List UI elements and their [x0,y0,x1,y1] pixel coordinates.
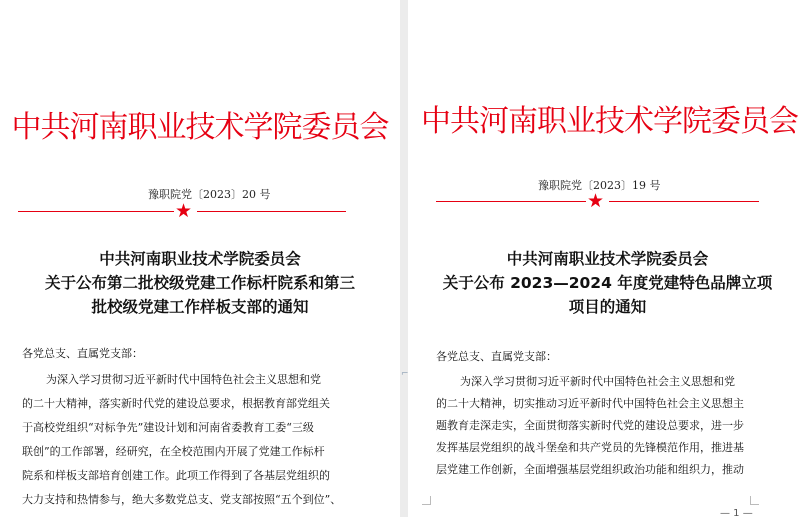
body-line: 的二十大精神，切实推动习近平新时代中国特色社会主义思想主 [436,397,744,410]
red-header-title: 中共河南职业技术学院委员会 [421,104,798,139]
body-line: 发挥基层党组织的战斗堡垒和共产党员的先锋模范作用，推进基 [436,441,744,454]
title-line: 项目的通知 [568,298,647,316]
body-line: 层党建工作创新，全面增强基层党组织政治功能和组织力，推动 [436,463,744,476]
document-number: 豫职院党〔2023〕20 号 [148,188,271,201]
body-line: 题教育走深走实，全面贯彻落实新时代党的建设总要求，进一步 [436,419,744,432]
body-line: 的二十大精神，落实新时代党的建设总要求，根据教育部党组关 [22,397,330,410]
red-header-title: 中共河南职业技术学院委员会 [11,110,389,145]
title-line: 关于公布第二批校级党建工作标杆院系和第三 [44,274,355,292]
salutation: 各党总支、直属党支部： [436,350,557,363]
red-rule-right [197,211,346,212]
title-line: 关于公布 2023—2024 年度党建特色品牌立项 [442,274,773,292]
title-line: 批校级党建工作样板支部的通知 [91,298,309,316]
body-line: 联创”的工作部署，经研究，在全校范围内开展了党建工作标杆 [22,445,325,458]
notice-title [0,247,400,319]
margin-corner-mark [750,496,759,505]
margin-corner-mark [422,496,431,505]
red-rule-left [18,211,174,212]
paragraph-anchor-icon: ⌐ [401,369,409,379]
star-icon: ★ [175,200,193,222]
red-rule-left [436,201,586,202]
body-line: 院系和样板支部培育创建工作。此项工作得到了各基层党组织的 [22,469,330,482]
star-icon: ★ [587,190,605,212]
body-line: 于高校党组织“对标争先”建设计划和河南省委教育工委“三级 [22,421,314,434]
notice-title [408,247,809,319]
body-line: 大力支持和热情参与，绝大多数党总支、党支部按照“五个到位”、 [22,493,342,506]
red-rule-right [609,201,759,202]
document-number: 豫职院党〔2023〕19 号 [538,179,661,192]
document-page-left [0,0,400,517]
body-line: 为深入学习贯彻习近平新时代中国特色社会主义思想和党 [460,375,735,388]
document-page-right [408,0,811,517]
salutation: 各党总支、直属党支部： [22,347,143,360]
title-line: 中共河南职业技术学院委员会 [506,250,709,268]
title-line: 中共河南职业技术学院委员会 [99,250,301,268]
body-line: 为深入学习贯彻习近平新时代中国特色社会主义思想和党 [46,373,321,386]
page-number: — 1 — [720,508,753,517]
